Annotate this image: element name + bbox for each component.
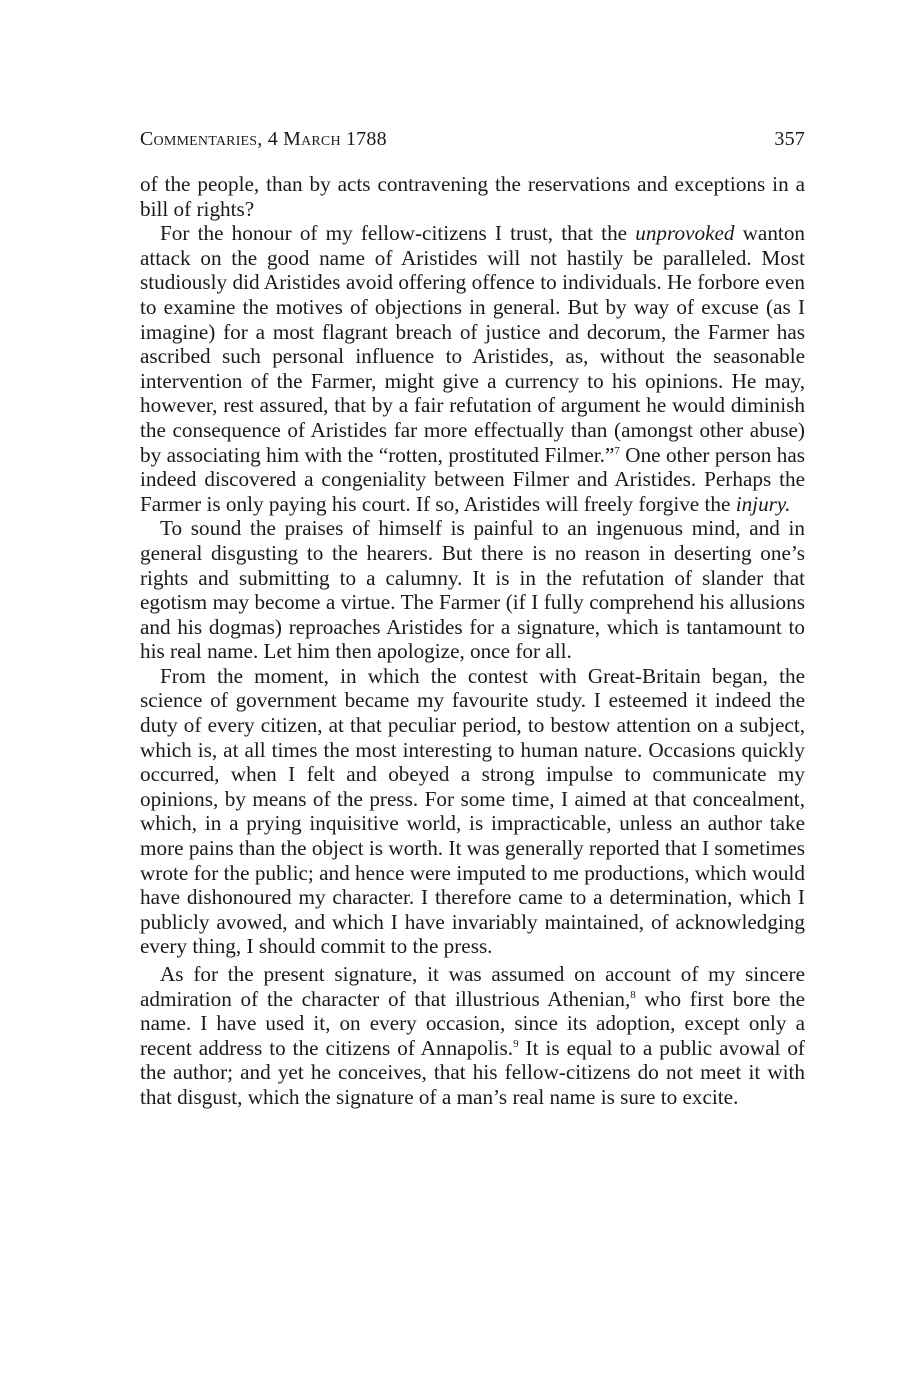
- footnote-ref-9: 9: [513, 1037, 519, 1050]
- running-title: Commentaries, 4 March 1788: [140, 128, 387, 150]
- paragraph-signature: As for the present signature, it was assumed on account of my sincere admiration of the character of that illustrious Athenian,$^8$ who first bore the name. I have used it, on every occasion, since its adoption, except only a recent address to the citizens of Annapolis.$^9$ It is equal to a public avowal of the author; and yet he conceives, that his fellow-citizens do not meet it with that disgust, which the signature of a man’s real name is sure to excite.: [140, 962, 805, 1109]
- footnote-ref-7: 7: [614, 444, 620, 457]
- paragraph-continuation: of the people, than by acts contravening the reservations and exceptions in a bill of rights?: [140, 172, 805, 221]
- paragraph-contest: From the moment, in which the contest with Great-Britain began, the science of government became my favourite study. I esteemed it indeed the duty of every citizen, at that peculiar period, to bestow attention on a subject, which is, at all times the most interesting to human nature. Occasions quickly occurred, when I felt and obeyed a strong impulse to communicate my opinions, by means of the press. For some time, I aimed at that concealment, which, in a prying inquisitive world, is impracticable, unless an author take more pains than the object is worth. It was generally reported that I sometimes wrote for the public; and hence were imputed to me productions, which would have dishonoured my character. I therefore came to a determination, which I publicly avowed, and which I have invariably maintained, of acknowledging every thing, I should commit to the press.: [140, 663, 805, 959]
- body-text: [140, 172, 805, 1110]
- page-number: 357: [774, 128, 805, 150]
- emphasis-injury: injury.: [735, 491, 791, 516]
- paragraph-praises: To sound the praises of himself is painful to an ingenuous mind, and in general disgusting to the hearers. But there is no reason in deserting one’s rights and submitting to a calumny. It is in the refutation of slander that egotism may become a virtue. The Farmer (if I fully comprehend his allusions and his dogmas) reproaches Aristides for a signature, which is tantamount to his real name. Let him then apologize, once for all.: [140, 516, 805, 664]
- running-head: [140, 128, 805, 172]
- paragraph-aristides-attack: For the honour of my fellow-citizens I trust, that the unprovoked wanton attack on the good name of Aristides will not hastily be paralleled. Most studiously did Aristides avoid offering offence to individuals. He forbore even to examine the motives of objections in general. But by way of excuse (as I imagine) for a most flagrant breach of justice and decorum, the Farmer has ascribed such personal influence to Aristides, as, without the seasonable intervention of the Farmer, might give a currency to his opinions. He may, however, rest assured, that by a fair refutation of argument he would diminish the consequence of Aristides far more effectually than (amongst other abuse) by associating him with the “rotten, prostituted Filmer.”$^7$ One other person has indeed discovered a congeniality between Filmer and Aristides. Perhaps the Farmer is only paying his court. If so, Aristides will freely forgive the injury.: [140, 221, 806, 516]
- footnote-ref-8: 8: [630, 988, 636, 1001]
- emphasis-unprovoked: unprovoked: [635, 221, 735, 246]
- page: [140, 128, 805, 1110]
